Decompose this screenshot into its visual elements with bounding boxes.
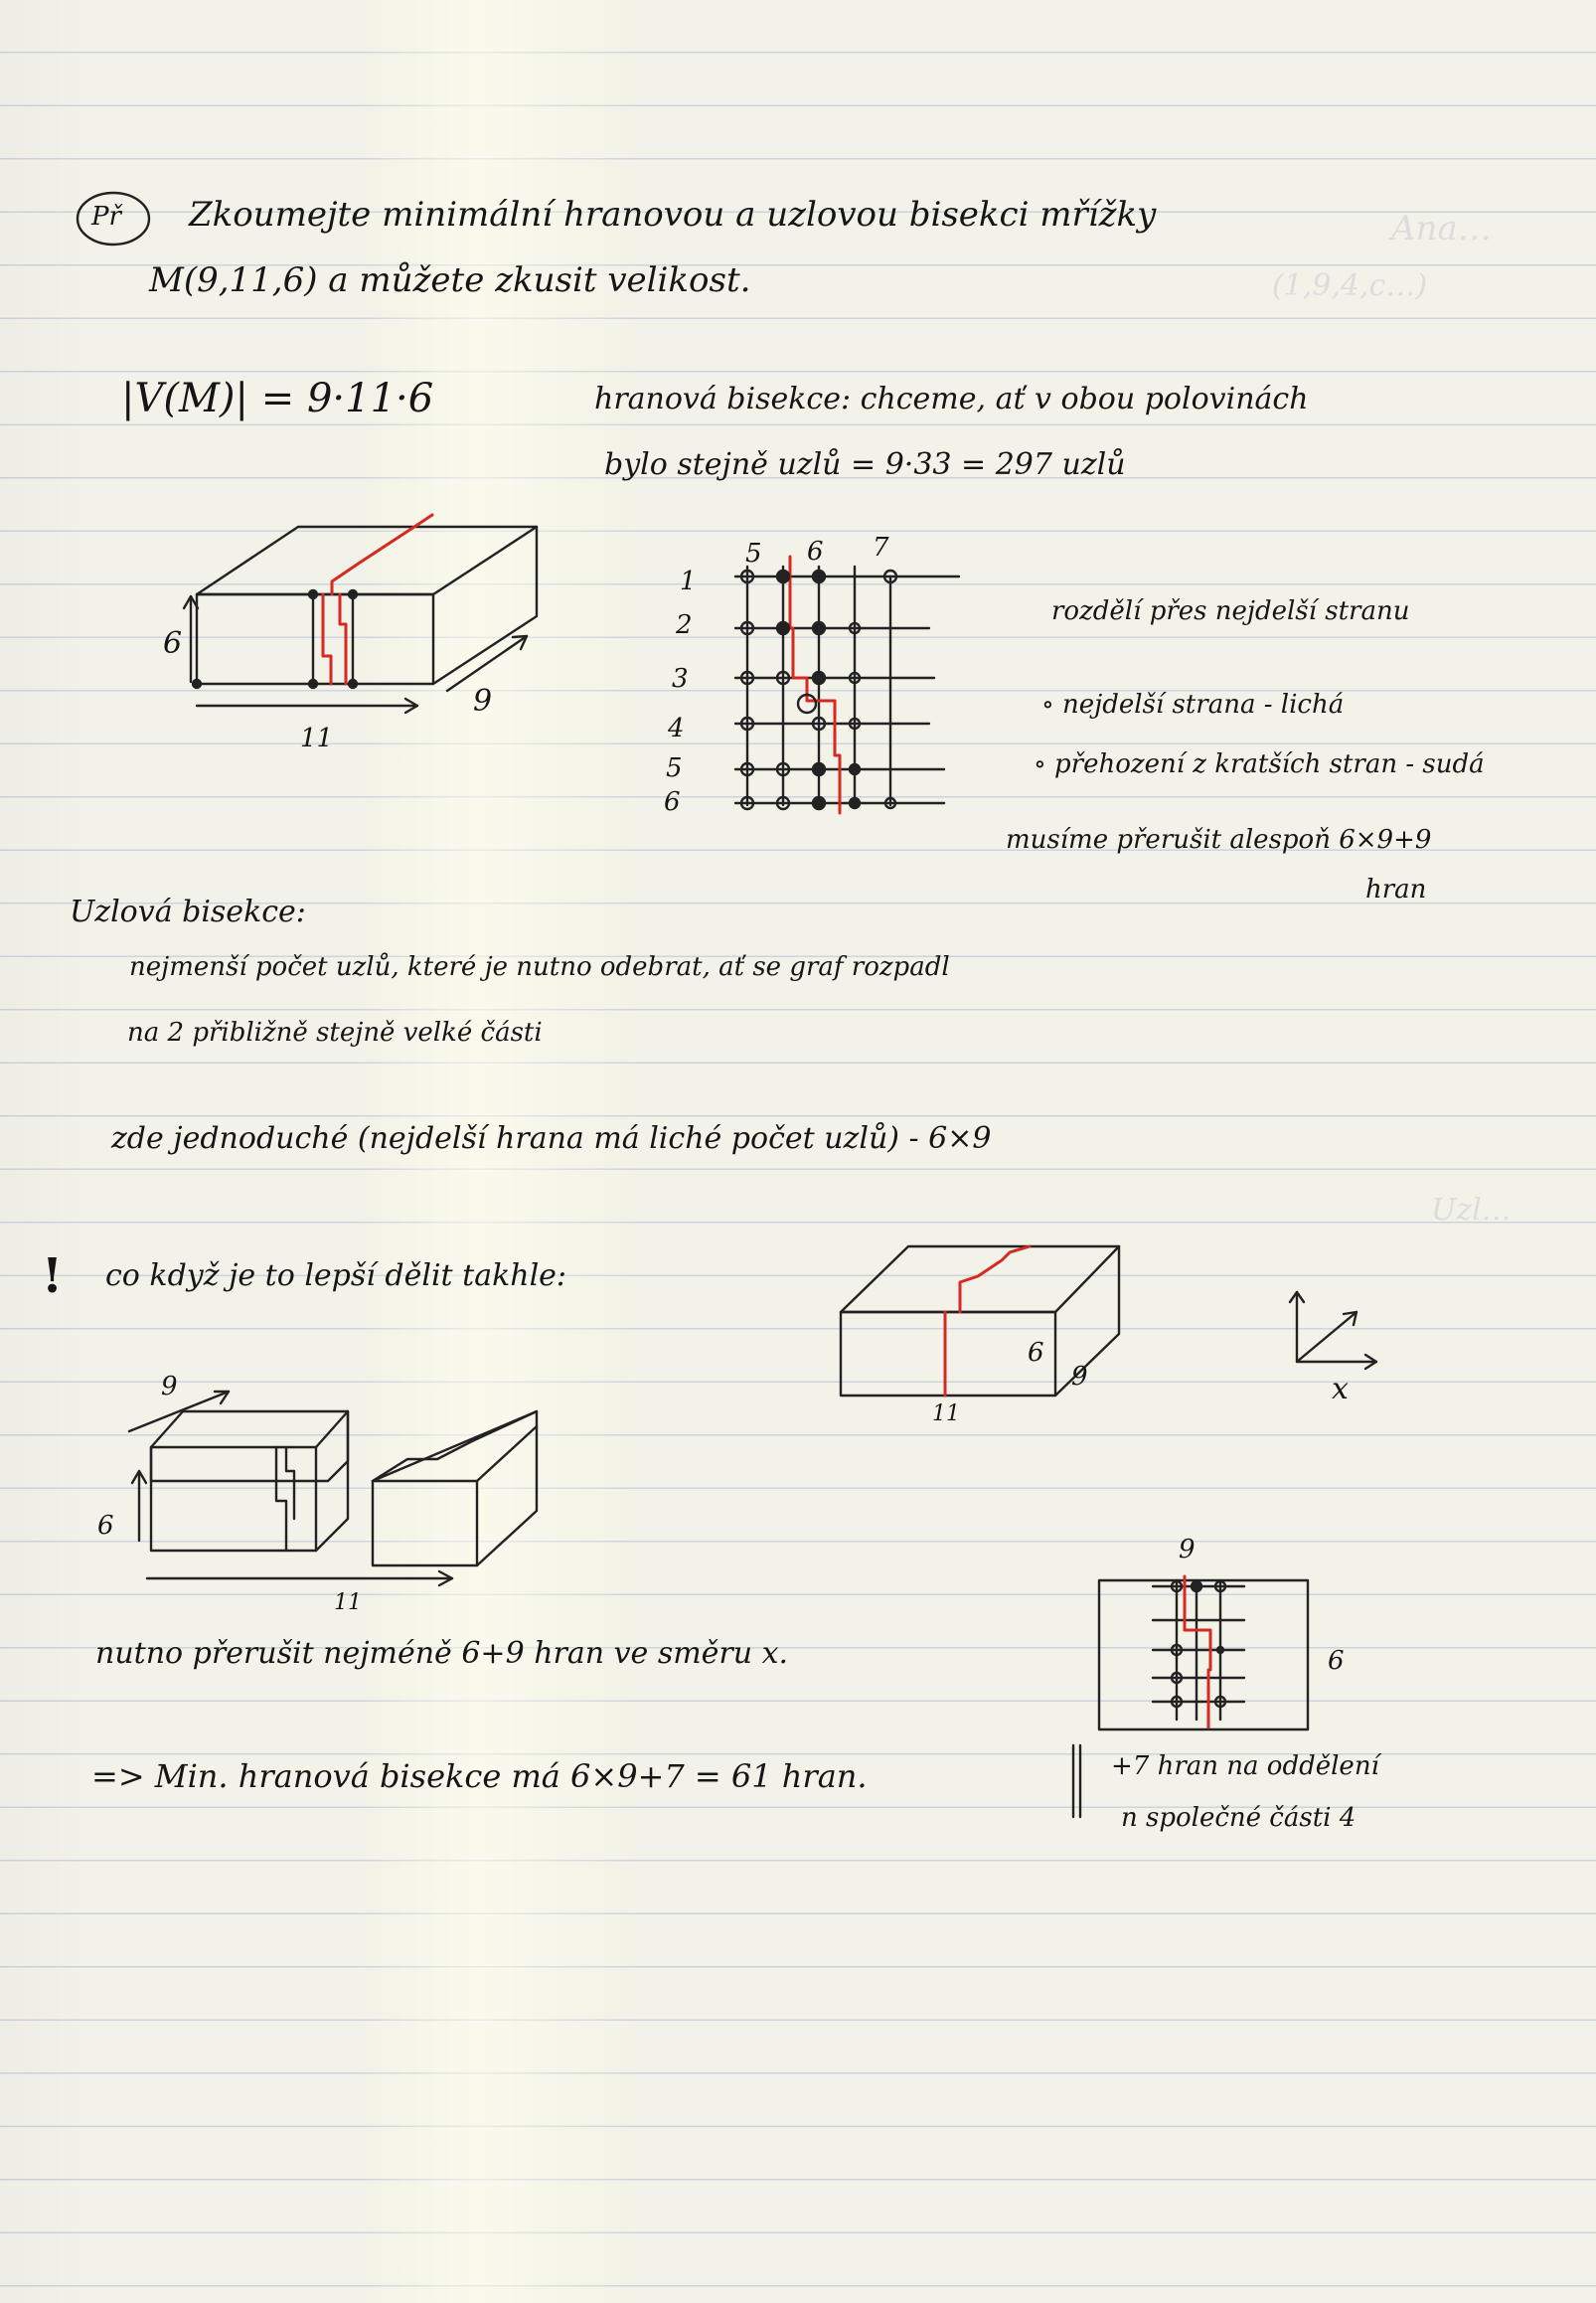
cuboid-sketch-1 xyxy=(149,507,557,775)
cuboid3-depth-label: 9 xyxy=(1071,1362,1088,1392)
note-better-split: co když je to lepší dělit takhle: xyxy=(105,1258,567,1293)
note-bullet-1: ∘ nejdelší strana - lichá xyxy=(1041,690,1345,720)
axis-x-label: x xyxy=(1332,1372,1349,1406)
node-bisection-title: Uzlová bisekce: xyxy=(70,895,306,929)
problem-line-2: M(9,11,6) a můžete zkusit velikost. xyxy=(149,260,751,300)
problem-marker: Př xyxy=(91,202,121,232)
cuboid2-height-label: 6 xyxy=(97,1511,114,1541)
problem-line-1: Zkoumejte minimální hranovou a uzlovou bisekci mřížky xyxy=(189,195,1157,235)
grid1-row-label-2: 2 xyxy=(676,610,693,640)
grid1-col-label-7: 7 xyxy=(873,533,889,563)
node-bisection-line-3: zde jednoduché (nejdelší hrana má liché počet uzlů) - 6×9 xyxy=(111,1121,992,1156)
grid2-side-label: 6 xyxy=(1328,1646,1345,1676)
note-split: rozdělí přes nejdelší stranu xyxy=(1051,596,1410,626)
edge-bisection-line-1: hranová bisekce: chceme, ať v obou polovinách xyxy=(594,382,1309,416)
grid1-row-label-4: 4 xyxy=(668,714,685,743)
bleed-through-text: Ana… xyxy=(1391,209,1492,248)
conclusion: => Min. hranová bisekce má 6×9+7 = 61 hran. xyxy=(91,1757,868,1795)
vertex-count: |V(M)| = 9·11·6 xyxy=(121,376,434,421)
grid-sketch-2 xyxy=(1093,1551,1322,1739)
conclusion-side-note-2: n společné části 4 xyxy=(1121,1803,1357,1833)
grid2-top-label: 9 xyxy=(1179,1535,1196,1564)
edge-bisection-line-2: bylo stejně uzlů = 9·33 = 297 uzlů xyxy=(604,447,1126,482)
node-bisection-line-2: na 2 přibližně stejně velké části xyxy=(127,1018,543,1048)
conclusion-divider xyxy=(1067,1741,1087,1821)
must-cut-line: nutno přerušit nejméně 6+9 hran ve směru x. xyxy=(95,1636,789,1671)
grid1-row-label-1: 1 xyxy=(680,567,697,596)
node-bisection-line-1: nejmenší počet uzlů, které je nutno odebrat, ať se graf rozpadl xyxy=(129,952,950,982)
grid1-col-label-5: 5 xyxy=(745,539,762,569)
bleed-through-text-3: Uzl… xyxy=(1431,1193,1512,1228)
conclusion-side-note-1: +7 hran na oddělení xyxy=(1111,1751,1379,1781)
cuboid1-width-label: 11 xyxy=(300,724,334,753)
cuboid1-depth-label: 9 xyxy=(473,684,493,719)
cuboid1-height-label: 6 xyxy=(163,626,183,661)
cuboid-sketch-2 xyxy=(99,1372,537,1600)
note-bullet-2: ∘ přehození z kratších stran - sudá xyxy=(1034,749,1485,779)
exclamation-mark: ! xyxy=(42,1248,64,1304)
grid1-col-label-6: 6 xyxy=(807,537,824,567)
cuboid3-width-label: 11 xyxy=(932,1401,960,1426)
grid1-row-label-3: 3 xyxy=(672,664,689,694)
note-edges-word: hran xyxy=(1365,875,1427,905)
cuboid3-height-label: 6 xyxy=(1028,1338,1044,1368)
grid1-row-label-6: 6 xyxy=(664,787,681,817)
cuboid2-width-label: 11 xyxy=(334,1590,362,1615)
bleed-through-text-2: (1,9,4,c…) xyxy=(1272,268,1428,303)
cuboid2-depth-label: 9 xyxy=(161,1372,178,1401)
note-must-cut: musíme přerušit alespoň 6×9+9 xyxy=(1006,825,1432,855)
grid1-row-label-5: 5 xyxy=(666,753,683,783)
grid-sketch-1 xyxy=(696,557,974,815)
